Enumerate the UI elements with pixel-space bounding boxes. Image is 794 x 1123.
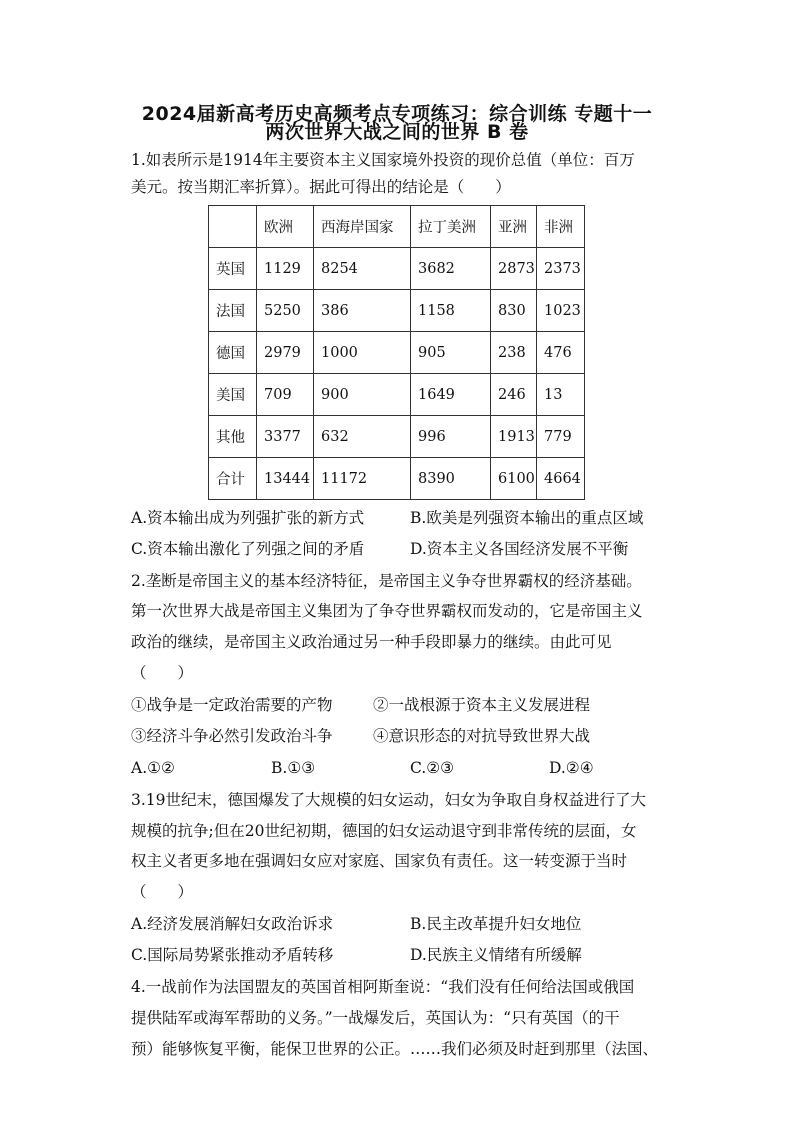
table-cell: 3682 [411, 248, 491, 290]
q4-stem-line1: 4.一战前作为法国盟友的英国首相阿斯奎说：“我们没有任何给法国或俄国 [131, 978, 635, 996]
investment-table [208, 205, 585, 500]
page-subtitle-text: 两次世界大战之间的世界 B 卷 [265, 121, 529, 143]
q2-stem-line2: 第一次世界大战是帝国主义集团为了争夺世界霸权而发动的，它是帝国主义 [131, 602, 643, 620]
table-cell: 996 [411, 416, 491, 458]
table-cell: 1000 [314, 332, 411, 374]
q1-option-c[interactable]: C.资本输出激化了列强之间的矛盾 [131, 540, 365, 558]
q1-option-b[interactable]: B.欧美是列强资本输出的重点区域 [410, 509, 644, 527]
q3-stem-line3: 权主义者更多地在强调妇女应对家庭、国家负有责任。这一转变源于当时 [131, 852, 628, 870]
table-cell: 11172 [314, 458, 411, 500]
table-cell: 2873 [491, 248, 537, 290]
table-cell: 632 [314, 416, 411, 458]
q4-stem-line2: 提供陆军或海军帮助的义务。”一战爆发后，英国认为：“只有英国（的干 [131, 1009, 620, 1027]
q1-option-d[interactable]: D.资本主义各国经济发展不平衡 [410, 540, 629, 558]
table-cell: 1023 [537, 290, 585, 332]
q2-option-c[interactable]: C.②③ [410, 759, 455, 777]
table-cell: 6100 [491, 458, 537, 500]
table-header-cell [209, 206, 257, 248]
table-cell: 1158 [411, 290, 491, 332]
table-cell: 905 [411, 332, 491, 374]
table-row [209, 458, 585, 500]
q3-stem-line1: 3.19世纪末，德国爆发了大规模的妇女运动，妇女为争取自身权益进行了大 [131, 791, 647, 809]
table-row [209, 248, 585, 290]
table-cell: 476 [537, 332, 585, 374]
q2-option-b[interactable]: B.①③ [271, 759, 316, 777]
table-cell: 709 [257, 374, 314, 416]
q3-option-a[interactable]: A.经济发展消解妇女政治诉求 [131, 915, 334, 933]
table-header-cell: 拉丁美洲 [411, 206, 491, 248]
q4-stem-line3: 预）能够恢复平衡，能保卫世界的公正。……我们必须及时赶到那里（法国、 [131, 1040, 659, 1058]
q2-option-a[interactable]: A.①② [131, 759, 175, 777]
table-header-cell: 西海岸国家 [314, 206, 411, 248]
q3-option-c[interactable]: C.国际局势紧张推动矛盾转移 [131, 946, 334, 964]
table-cell: 1649 [411, 374, 491, 416]
table-cell: 779 [537, 416, 585, 458]
page-subtitle [0, 117, 794, 144]
table-cell: 2373 [537, 248, 585, 290]
table-row [209, 332, 585, 374]
table-header-cell: 欧洲 [257, 206, 314, 248]
q2-statement-2: ②一战根源于资本主义发展进程 [373, 696, 591, 714]
table-cell: 238 [491, 332, 537, 374]
table-cell: 900 [314, 374, 411, 416]
table-cell: 1913 [491, 416, 537, 458]
table-cell: 830 [491, 290, 537, 332]
table-cell: 3377 [257, 416, 314, 458]
q1-option-a[interactable]: A.资本输出成为列强扩张的新方式 [131, 509, 365, 527]
q2-stem-line3: 政治的继续，是帝国主义政治通过另一种手段即暴力的继续。由此可见 [131, 633, 612, 651]
q1-stem-line1: 1.如表所示是1914年主要资本主义国家境外投资的现价总值（单位：百万 [131, 151, 635, 169]
q2-statement-3: ③经济斗争必然引发政治斗争 [131, 727, 333, 745]
table-row [209, 416, 585, 458]
table-cell: 13 [537, 374, 585, 416]
q3-stem-line2: 规模的抗争;但在20世纪初期，德国的妇女运动退守到非常传统的层面，女 [131, 822, 637, 840]
table-cell: 2979 [257, 332, 314, 374]
page-title: 2024届新高考历史高频考点专项练习：综合训练 专题十一 [141, 103, 653, 125]
table-header-cell: 非洲 [537, 206, 585, 248]
q3-answer-paren: （ ） [131, 883, 194, 901]
q3-option-b[interactable]: B.民主改革提升妇女地位 [410, 915, 582, 933]
table-cell: 其他 [209, 416, 257, 458]
table-cell: 8254 [314, 248, 411, 290]
q1-stem-line2: 美元。按当期汇率折算）。据此可得出的结论是（ ） [131, 178, 511, 196]
table-cell: 英国 [209, 248, 257, 290]
table-cell: 合计 [209, 458, 257, 500]
table-cell: 13444 [257, 458, 314, 500]
q2-stem-line1: 2.垄断是帝国主义的基本经济特征，是帝国主义争夺世界霸权的经济基础。 [131, 572, 642, 590]
q3-option-d[interactable]: D.民族主义情绪有所缓解 [410, 946, 582, 964]
table-header-row [209, 206, 585, 248]
q2-answer-paren: （ ） [131, 664, 194, 682]
table-cell: 美国 [209, 374, 257, 416]
table-cell: 8390 [411, 458, 491, 500]
table-header-cell: 亚洲 [491, 206, 537, 248]
table-cell: 德国 [209, 332, 257, 374]
table-cell: 1129 [257, 248, 314, 290]
table-row [209, 290, 585, 332]
q2-option-d[interactable]: D.②④ [549, 759, 594, 777]
table-cell: 246 [491, 374, 537, 416]
q2-statement-4: ④意识形态的对抗导致世界大战 [373, 727, 591, 745]
table-cell: 法国 [209, 290, 257, 332]
table-row [209, 374, 585, 416]
table-cell: 386 [314, 290, 411, 332]
q2-statement-1: ①战争是一定政治需要的产物 [131, 696, 333, 714]
table-cell: 5250 [257, 290, 314, 332]
table-cell: 4664 [537, 458, 585, 500]
